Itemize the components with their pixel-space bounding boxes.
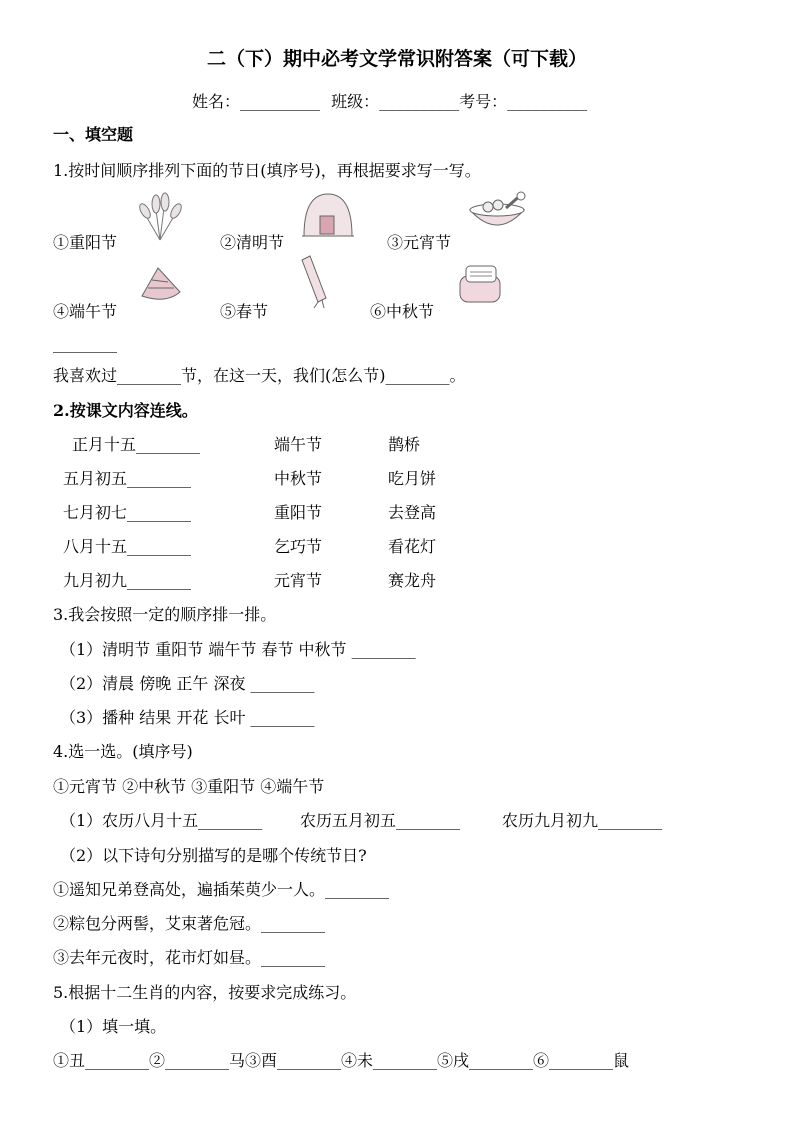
- q2-festival-2: 中秋节: [274, 469, 323, 488]
- q2-festival-3: 重阳节: [274, 503, 323, 522]
- q2-date-4[interactable]: 八月十五________: [63, 537, 192, 556]
- q2-custom-4: 看花灯: [388, 537, 437, 556]
- section-heading: 一、填空题: [53, 125, 134, 144]
- q2-custom-5: 赛龙舟: [388, 571, 437, 590]
- class-label: 班级：: [331, 92, 380, 111]
- q2-date-2[interactable]: 五月初五________: [63, 469, 192, 488]
- rice-ball-bowl-image: [466, 190, 528, 238]
- q5-sub1: （1）填一填。: [60, 1017, 167, 1036]
- q1-sentence[interactable]: 我喜欢过________节，在这一天，我们(怎么节)________。: [53, 366, 466, 385]
- id-label: 考号：: [459, 92, 508, 111]
- q2-custom-1: 鹊桥: [388, 435, 421, 454]
- mooncake-image: [454, 262, 506, 306]
- q3-item-3[interactable]: （3）播种 结果 开花 长叶 ________: [60, 708, 315, 727]
- q1-item-4: ④端午节: [53, 302, 118, 321]
- q1-item-3: ③元宵节: [387, 233, 452, 252]
- tomb-image: [300, 190, 356, 240]
- q2-custom-3: 去登高: [388, 503, 437, 522]
- firecracker-image: [296, 254, 332, 310]
- q5-fill[interactable]: ①丑________②________马③酉________④未________⑤戌________⑥________鼠: [53, 1051, 630, 1070]
- q4-prompt: 4.选一选。(填序号): [53, 742, 193, 761]
- q1-item-2: ②清明节: [220, 233, 285, 252]
- id-field[interactable]: __________: [507, 92, 588, 111]
- q4-sub1-a[interactable]: （1）农历八月十五________: [60, 811, 263, 830]
- q3-item-2[interactable]: （2）清晨 傍晚 正午 深夜 ________: [60, 674, 315, 693]
- q2-custom-2: 吃月饼: [388, 469, 437, 488]
- q2-date-1[interactable]: 正月十五________: [72, 435, 201, 454]
- page-title: 二（下）期中必考文学常识附答案（可下载）: [206, 48, 587, 70]
- q2-prompt: 2.按课文内容连线。: [53, 401, 198, 420]
- q3-item-1[interactable]: （1）清明节 重阳节 端午节 春节 中秋节 ________: [60, 640, 416, 659]
- rice-sheaf-image: [134, 190, 186, 242]
- q1-item-1: ①重阳节: [53, 233, 118, 252]
- q4-poem-2[interactable]: ②粽包分两髻，艾束著危冠。________: [53, 914, 326, 933]
- zongzi-image: [136, 262, 186, 306]
- q1-item-5: ⑤春节: [220, 302, 269, 321]
- name-label: 姓名：: [192, 92, 241, 111]
- q4-poem-1[interactable]: ①遥知兄弟登高处，遍插茱萸少一人。________: [53, 880, 390, 899]
- q1-item-6: ⑥中秋节: [370, 302, 435, 321]
- q4-sub1-c[interactable]: 农历九月初九________: [502, 811, 663, 830]
- q1-prompt: 1.按时间顺序排列下面的节日(填序号)，再根据要求写一写。: [53, 161, 481, 180]
- student-info-line: [192, 89, 587, 112]
- q4-poem-3[interactable]: ③去年元夜时，花市灯如昼。________: [53, 948, 326, 967]
- q2-date-3[interactable]: 七月初七________: [63, 503, 192, 522]
- q2-festival-1: 端午节: [274, 435, 323, 454]
- q4-options: ①元宵节 ②中秋节 ③重阳节 ④端午节: [53, 777, 325, 796]
- q3-prompt: 3.我会按照一定的顺序排一排。: [53, 605, 277, 624]
- q2-festival-5: 元宵节: [274, 571, 323, 590]
- q2-festival-4: 乞巧节: [274, 537, 323, 556]
- q5-prompt: 5.根据十二生肖的内容，按要求完成练习。: [53, 983, 357, 1002]
- q1-order-answer[interactable]: ________: [53, 334, 117, 353]
- q4-sub2: （2）以下诗句分别描写的是哪个传统节日?: [60, 846, 367, 865]
- q2-date-5[interactable]: 九月初九________: [63, 571, 192, 590]
- name-field[interactable]: __________: [240, 92, 321, 111]
- q4-sub1-b[interactable]: 农历五月初五________: [300, 811, 461, 830]
- class-field[interactable]: __________: [379, 92, 460, 111]
